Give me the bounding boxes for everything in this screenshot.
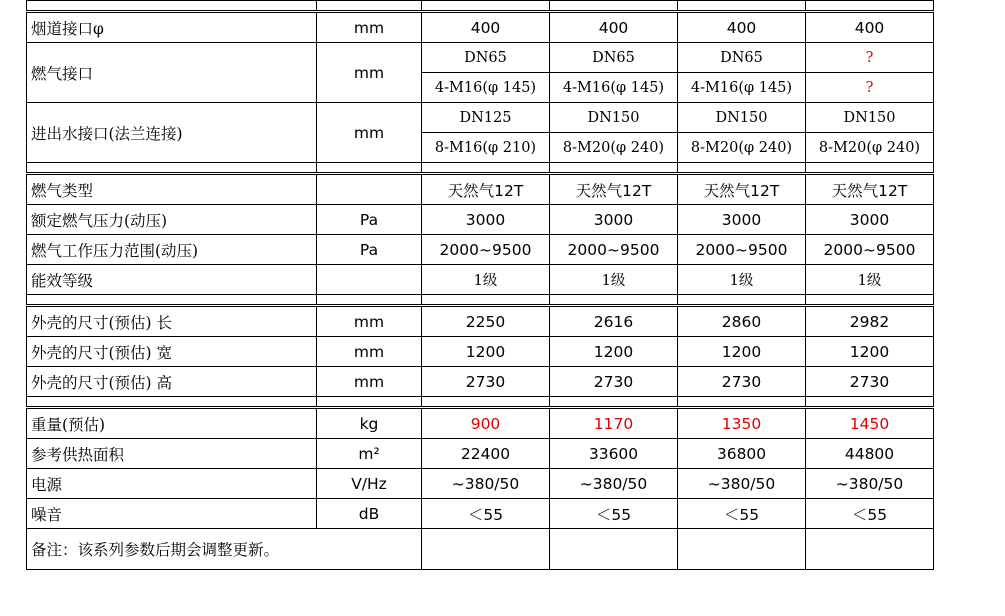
note-row — [27, 529, 934, 570]
empty-cell — [806, 529, 934, 570]
value-cell: 4-M16(φ 145) — [678, 73, 806, 103]
value-cell: 2860 — [678, 306, 806, 337]
value-cell: 33600 — [550, 439, 678, 469]
unit-cell: kg — [317, 408, 422, 439]
value-cell: ＜55 — [422, 499, 550, 529]
value-cell: 2000~9500 — [550, 235, 678, 265]
value-cell: 2730 — [550, 367, 678, 397]
separator-row — [27, 397, 934, 408]
value-cell: 400 — [806, 12, 934, 43]
empty-cell — [550, 529, 678, 570]
row-label: 参考供热面积 — [27, 439, 317, 469]
value-cell: DN150 — [806, 103, 934, 133]
value-cell: 天然气12T — [678, 174, 806, 205]
unit-cell: mm — [317, 103, 422, 163]
row-label: 燃气工作压力范围(动压) — [27, 235, 317, 265]
note-text: 备注：该系列参数后期会调整更新。 — [27, 529, 422, 570]
table-row — [27, 265, 934, 295]
value-cell: 400 — [550, 12, 678, 43]
unit-cell: m² — [317, 439, 422, 469]
table-row — [27, 337, 934, 367]
row-label: 烟道接口φ — [27, 12, 317, 43]
value-cell: 2730 — [422, 367, 550, 397]
value-cell: ~380/50 — [678, 469, 806, 499]
value-cell: 3000 — [550, 205, 678, 235]
table-row — [27, 469, 934, 499]
row-label: 能效等级 — [27, 265, 317, 295]
value-cell: 2730 — [806, 367, 934, 397]
value-cell: 1350 — [678, 408, 806, 439]
table-row — [27, 499, 934, 529]
value-cell: 2616 — [550, 306, 678, 337]
value-cell: DN150 — [550, 103, 678, 133]
value-cell: 900 — [422, 408, 550, 439]
unit-cell: dB — [317, 499, 422, 529]
table-row — [27, 103, 934, 133]
table-row — [27, 367, 934, 397]
empty-cell — [678, 529, 806, 570]
row-label: 外壳的尺寸(预估) 宽 — [27, 337, 317, 367]
table-row — [27, 306, 934, 337]
row-label: 电源 — [27, 469, 317, 499]
table-row — [27, 174, 934, 205]
table-row — [27, 439, 934, 469]
value-cell: 1级 — [550, 265, 678, 295]
value-cell: 天然气12T — [550, 174, 678, 205]
separator-row — [27, 1, 934, 12]
value-cell: 400 — [678, 12, 806, 43]
value-cell: ~380/50 — [422, 469, 550, 499]
unit-cell: mm — [317, 12, 422, 43]
unit-cell: Pa — [317, 235, 422, 265]
value-cell: 1级 — [806, 265, 934, 295]
value-cell: 8-M20(φ 240) — [678, 133, 806, 163]
value-cell: 2000~9500 — [678, 235, 806, 265]
value-cell: ~380/50 — [550, 469, 678, 499]
value-cell: 22400 — [422, 439, 550, 469]
value-cell: 1级 — [678, 265, 806, 295]
value-cell: 4-M16(φ 145) — [550, 73, 678, 103]
value-cell: 3000 — [806, 205, 934, 235]
table-row — [27, 12, 934, 43]
value-cell: DN125 — [422, 103, 550, 133]
unit-cell: mm — [317, 306, 422, 337]
value-cell: 8-M20(φ 240) — [550, 133, 678, 163]
value-cell: 36800 — [678, 439, 806, 469]
value-cell: 400 — [422, 12, 550, 43]
table-row — [27, 235, 934, 265]
value-cell: ＜55 — [550, 499, 678, 529]
empty-cell — [422, 529, 550, 570]
separator-row — [27, 163, 934, 174]
value-cell: ＜55 — [806, 499, 934, 529]
value-cell: 1200 — [422, 337, 550, 367]
value-cell: DN65 — [550, 43, 678, 73]
unit-cell: mm — [317, 367, 422, 397]
value-cell: 天然气12T — [422, 174, 550, 205]
value-cell: 1450 — [806, 408, 934, 439]
value-cell: 天然气12T — [806, 174, 934, 205]
table-row — [27, 408, 934, 439]
row-label: 外壳的尺寸(预估) 长 — [27, 306, 317, 337]
value-cell: 3000 — [678, 205, 806, 235]
value-cell: 2000~9500 — [806, 235, 934, 265]
value-cell: ? — [806, 43, 934, 73]
unit-cell: mm — [317, 337, 422, 367]
value-cell: 1200 — [806, 337, 934, 367]
table-row — [27, 43, 934, 73]
unit-cell — [317, 265, 422, 295]
value-cell: 1200 — [678, 337, 806, 367]
unit-cell — [317, 174, 422, 205]
value-cell: DN65 — [422, 43, 550, 73]
row-label: 进出水接口(法兰连接) — [27, 103, 317, 163]
row-label: 燃气接口 — [27, 43, 317, 103]
unit-cell: mm — [317, 43, 422, 103]
value-cell: 2000~9500 — [422, 235, 550, 265]
value-cell: 1170 — [550, 408, 678, 439]
spec-table — [26, 0, 934, 570]
row-label: 额定燃气压力(动压) — [27, 205, 317, 235]
value-cell: 44800 — [806, 439, 934, 469]
value-cell: ~380/50 — [806, 469, 934, 499]
unit-cell: V/Hz — [317, 469, 422, 499]
value-cell: DN150 — [678, 103, 806, 133]
value-cell: 4-M16(φ 145) — [422, 73, 550, 103]
unit-cell: Pa — [317, 205, 422, 235]
value-cell: DN65 — [678, 43, 806, 73]
value-cell: 2250 — [422, 306, 550, 337]
separator-row — [27, 295, 934, 306]
value-cell: 2730 — [678, 367, 806, 397]
table-row — [27, 205, 934, 235]
value-cell: 8-M20(φ 240) — [806, 133, 934, 163]
value-cell: ? — [806, 73, 934, 103]
value-cell: 3000 — [422, 205, 550, 235]
row-label: 外壳的尺寸(预估) 高 — [27, 367, 317, 397]
row-label: 重量(预估) — [27, 408, 317, 439]
value-cell: ＜55 — [678, 499, 806, 529]
value-cell: 1200 — [550, 337, 678, 367]
row-label: 燃气类型 — [27, 174, 317, 205]
row-label: 噪音 — [27, 499, 317, 529]
value-cell: 1级 — [422, 265, 550, 295]
value-cell: 2982 — [806, 306, 934, 337]
value-cell: 8-M16(φ 210) — [422, 133, 550, 163]
